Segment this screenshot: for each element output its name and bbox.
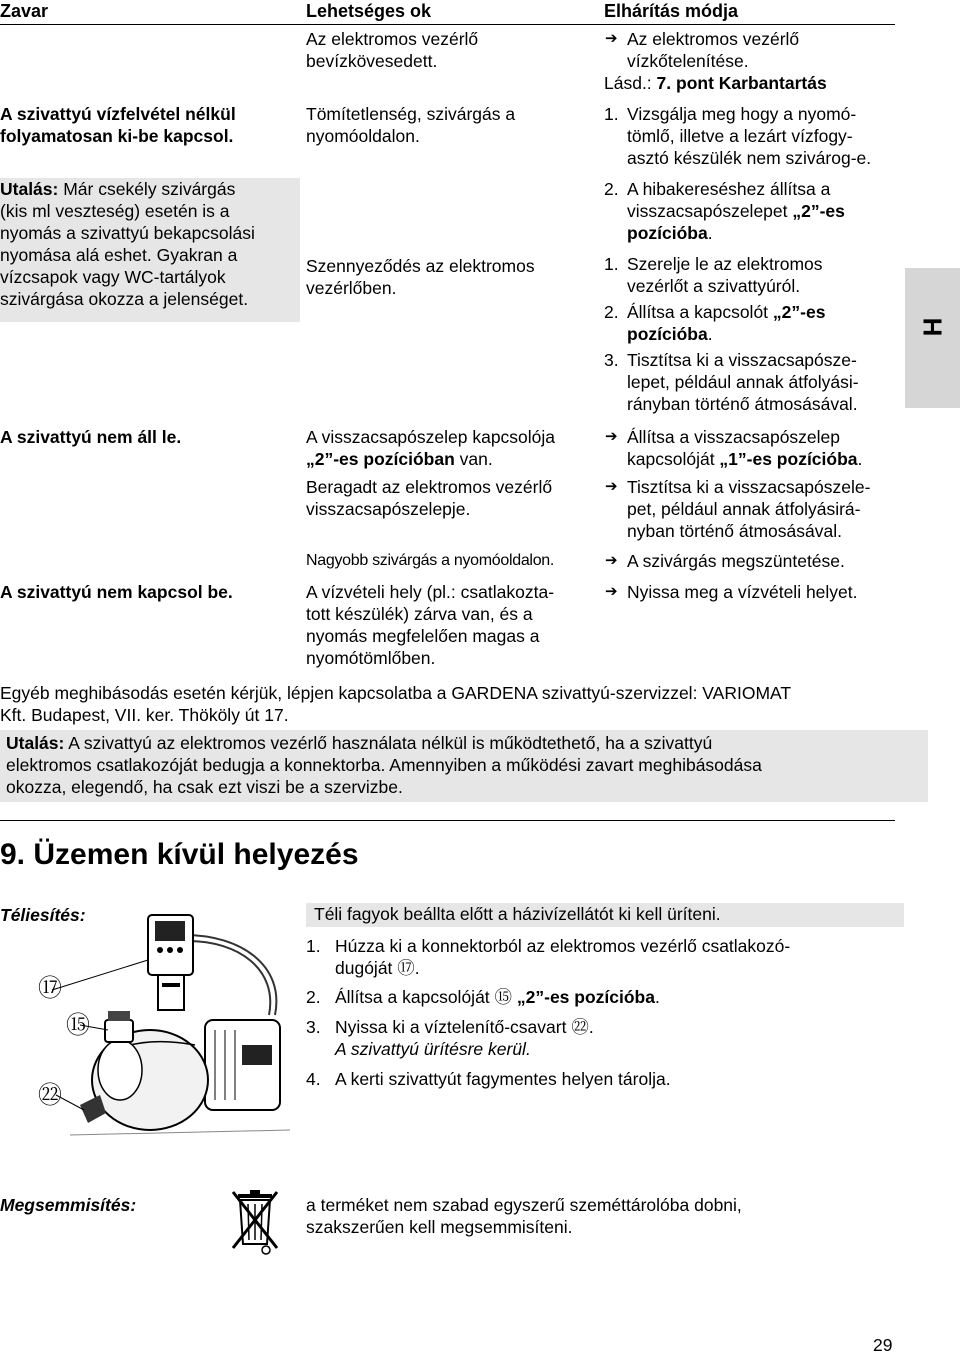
fix-check-hose: 1. Vizsgálja meg hogy a nyomó- tömlő, illetve a lezárt vízfogy- asztó készülék nem szivárog-e. <box>604 104 872 168</box>
fix-clean-valve: 3. Tisztítsa ki a visszacsapósze- lepet, például annak átfolyási- rányban történő átmosásával. <box>604 350 859 414</box>
ref-17: ⑰ <box>397 958 415 978</box>
winter-step-4: 4. A kerti szivattyút fagymentes helyen tárolja. <box>306 1069 671 1089</box>
problem-not-starting: A szivattyú nem kapcsol be. <box>0 582 233 602</box>
page-number: 29 <box>873 1335 893 1355</box>
pump-illustration <box>10 905 300 1145</box>
disposal-text: a terméket nem szabad egyszerű szeméttárolóba dobni, szakszerűen kell megsemmisíteni. <box>306 1195 742 1237</box>
disposal-label: Megsemmisítés: <box>0 1195 137 1215</box>
col-header-problem: Zavar <box>0 1 49 21</box>
fix-set-valve-1: ➔ Állítsa a visszacsapószelep kapcsolóját „1”-es pozícióba. <box>627 426 862 470</box>
fix-clean-stuck-valve: ➔ Tisztítsa ki a visszacsapószele- pet, például annak átfolyásirá- nyban történő átmosásával. <box>627 476 870 542</box>
cause-big-leak: Nagyobb szivárgás a nyomóoldalon. <box>306 552 555 569</box>
fix-see-maintenance: Lásd.: 7. pont Karbantartás <box>604 73 827 93</box>
winter-step-3: 3. Nyissa ki a víztelenítő-csavart ㉒. A szivattyú ürítésre kerül. <box>306 1017 594 1059</box>
fix-set-valve-2: 2. A hibakereséshez állítsa a visszacsapószelepet „2”-es pozícióba. <box>604 179 845 243</box>
cause-outlet-closed: A vízvételi hely (pl.: csatlakozta- tott készülék) zárva van, és a nyomás megfelelően magas a nyomótömlőben. <box>306 582 555 668</box>
fix-open-outlet: ➔ Nyissa meg a vízvételi helyet. <box>627 581 858 603</box>
problem-cycling: A szivattyú vízfelvétel nélkül folyamatosan ki-be kapcsol. <box>0 104 236 146</box>
winter-label: Téliesítés: <box>0 905 86 925</box>
winter-step-2: 2. Állítsa a kapcsolóját ⑮ „2”-es pozícióba. <box>306 987 660 1007</box>
winter-intro: Téli fagyok beállta előtt a házivízellátót ki kell üríteni. <box>306 903 904 927</box>
section-title: 9. Üzemen kívül helyezés <box>0 838 359 871</box>
cause-calcified: Az elektromos vezérlő bevízkövesedett. <box>306 29 479 71</box>
section-rule <box>0 820 895 821</box>
language-tab: H <box>905 268 960 408</box>
note-box-leak: Utalás: Már csekély szivárgás (kis ml veszteség) esetén is a nyomás a szivattyú bekapcsolási nyomása alá eshet. Gyakran a vízcsapok vagy WC-tartályok szivárgása okozza a jelenséget. <box>0 178 300 322</box>
fix-set-switch-2: 2. Állítsa a kapcsolót „2”-es pozícióba. <box>604 302 826 344</box>
crossed-bin-icon <box>230 1188 280 1256</box>
header-rule <box>0 24 895 25</box>
cause-dirt: Szennyeződés az elektromos vezérlőben. <box>306 256 535 298</box>
col-header-fix: Elhárítás módja <box>604 1 739 21</box>
ref-15: ⑮ <box>494 987 513 1007</box>
cause-stuck-valve: Beragadt az elektromos vezérlő visszacsapószelepje. <box>306 477 553 519</box>
winter-step-1: 1. Húzza ki a konnektorból az elektromos vezérlő csatlakozó- dugóját ⑰. <box>306 936 791 978</box>
cause-leak: Tömítetlenség, szivárgás a nyomóoldalon. <box>306 104 516 146</box>
callout-22: ㉒ <box>38 1082 62 1109</box>
fix-stop-leak: ➔ A szivárgás megszüntetése. <box>627 550 845 572</box>
callout-15: ⑮ <box>66 1012 90 1039</box>
ref-22: ㉒ <box>571 1017 589 1037</box>
problem-not-stopping: A szivattyú nem áll le. <box>0 427 182 447</box>
fix-remove-controller: 1. Szerelje le az elektromos vezérlőt a szivattyúról. <box>604 254 823 296</box>
note-box-direct-use: Utalás: A szivattyú az elektromos vezérlő használata nélkül is működtethető, ha a szivattyú elektromos csatlakozóját bedugja a konnektorba. Amennyiben a működési zavart meghibásodása okozza, elegendő, ha csak ezt viszi be a szervizbe. <box>0 730 928 802</box>
col-header-cause: Lehetséges ok <box>306 1 432 21</box>
callout-17: ⑰ <box>38 975 62 1002</box>
fix-decalcify: ➔ Az elektromos vezérlő vízkőtelenítése. <box>627 28 799 72</box>
cause-valve-pos2: A visszacsapószelep kapcsolója „2”-es pozícióban van. <box>306 427 556 469</box>
service-contact: Egyéb meghibásodás esetén kérjük, lépjen kapcsolatba a GARDENA szivattyú-szervizzel: VARIOMAT Kft. Budapest, VII. ker. Thököly út 17. <box>0 683 792 725</box>
